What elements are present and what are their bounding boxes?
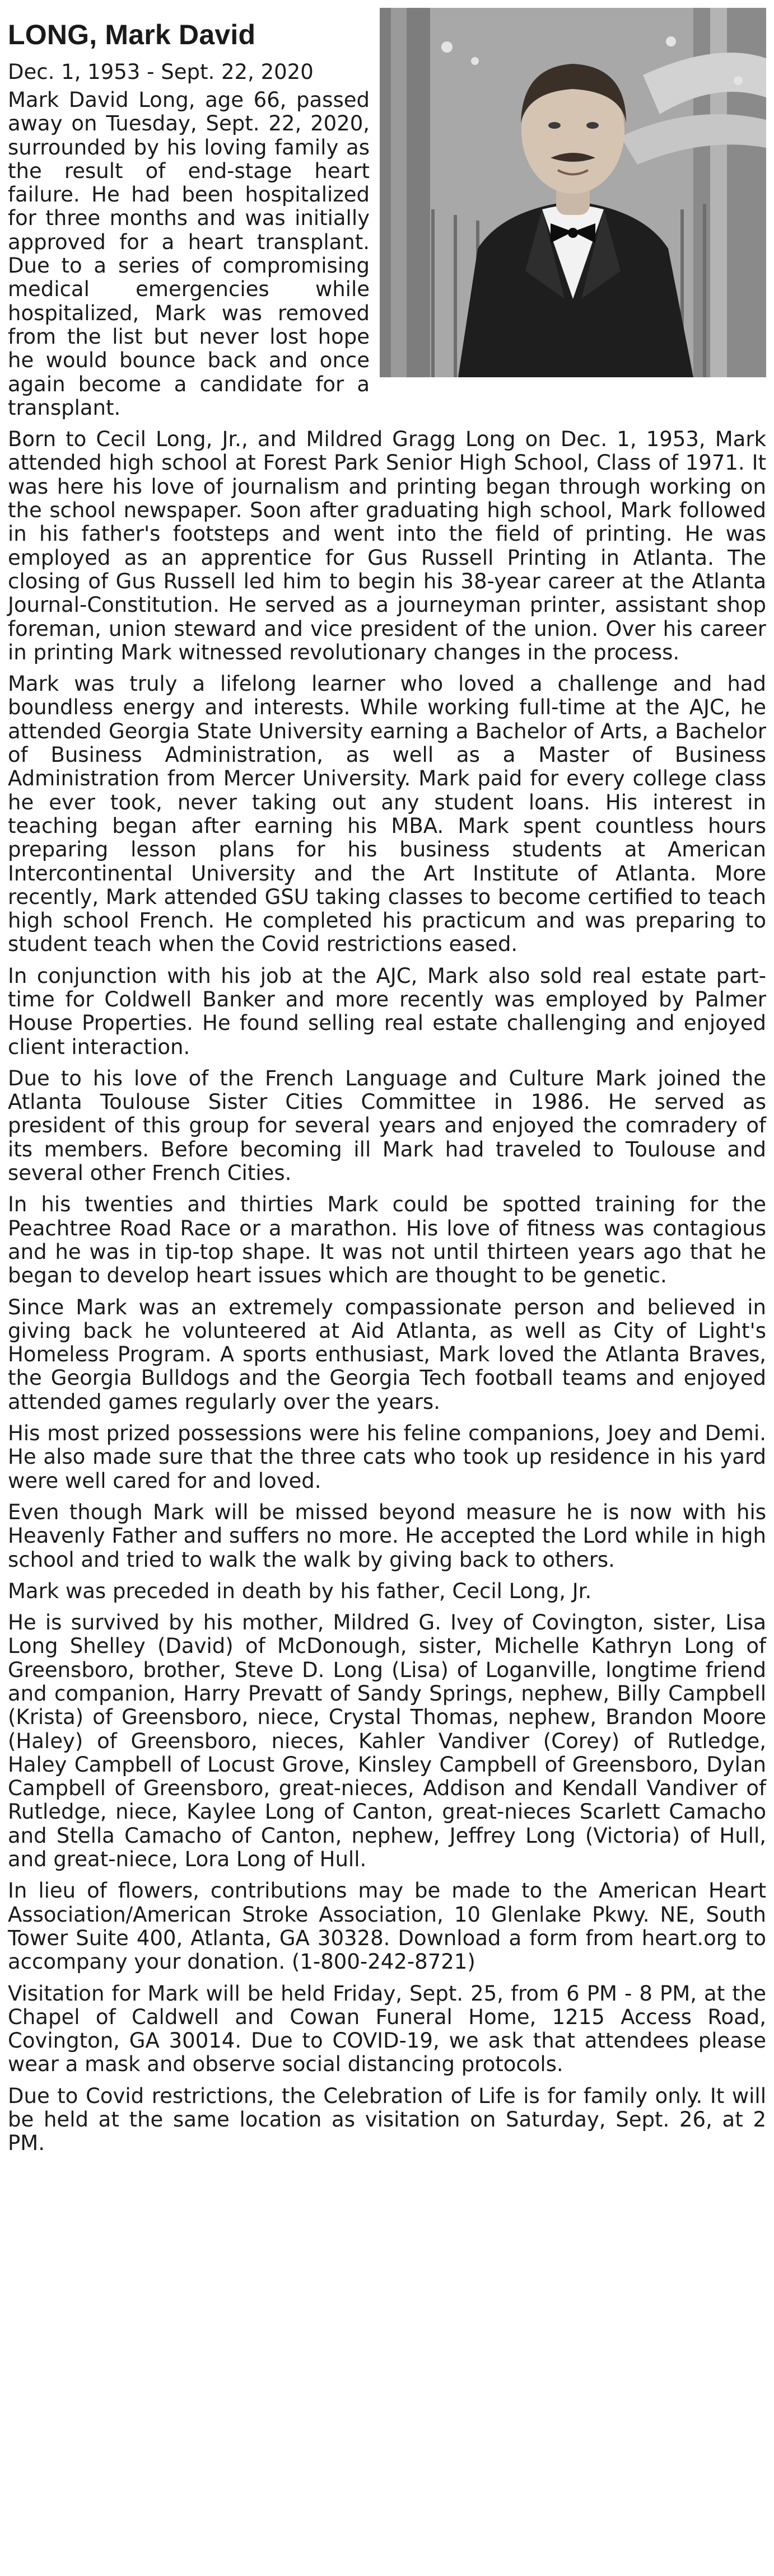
obituary-paragraph-celebration: Due to Covid restrictions, the Celebration of Life is for family only. It will be held at the same location as visitation on Saturday, Sept. 26, at 2 PM. xyxy=(8,2083,766,2156)
obituary-paragraph-volunteering: Since Mark was an extremely compassionate person and believed in giving back he volunteered at Aid Atlanta, as well as City of Light's Homeless Program. A sports enthusiast, Mark loved the Atlanta Braves, the Georgia Bulldogs and the Georgia Tech football teams and enjoyed attended games regularly over the years. xyxy=(8,1295,766,1414)
obituary-paragraph-pets: His most prized possessions were his feline companions, Joey and Demi. He also made sure that the three cats who took up residence in his yard were well cared for and loved. xyxy=(8,1421,766,1493)
obituary-name: LONG, Mark David xyxy=(8,19,256,50)
portrait-photo xyxy=(380,8,766,377)
portrait-illustration xyxy=(380,8,766,377)
obituary-paragraph-early-life: Born to Cecil Long, Jr., and Mildred Gragg Long on Dec. 1, 1953, Mark attended high school at Forest Park Senior High School, Class of 1971. It was here his love of journalism and printing began through working on the school newspaper. Soon after graduating high school, Mark followed in his father's footsteps and went into the field of printing. He was employed as an apprentice for Gus Russell Printing in Atlanta. The closing of Gus Russell led him to begin his 38-year career at the Atlanta Journal-Constitution. He served as a journeyman printer, assistant shop foreman, union steward and vice president of the union. Over his career in printing Mark witnessed revolutionary changes in the process. xyxy=(8,427,766,664)
obituary-paragraph-education: Mark was truly a lifelong learner who loved a challenge and had boundless energy and interests. While working full-time at the AJC, he attended Georgia State University earning a Bachelor of Arts, a Bachelor of Business Administration, as well as a Master of Business Administration from Mercer University. Mark paid for every college class he ever took, never taking out any student loans. His interest in teaching began after earning his MBA. Mark spent countless hours preparing lesson plans for his business students at American Intercontinental University and the Art Institute of Atlanta. More recently, Mark attended GSU taking classes to become certified to teach high school French. He completed his practicum and was preparing to student teach when the Covid restrictions eased. xyxy=(8,672,766,957)
obituary-paragraph-donations: In lieu of flowers, contributions may be made to the American Heart Association/American Stroke Association, 10 Glenlake Pkwy. NE, South Tower Suite 400, Atlanta, GA 30328. Download a form from heart.org to accompany your donation. (1-800-242-8721) xyxy=(8,1879,766,1974)
obituary-dates: Dec. 1, 1953 - Sept. 22, 2020 xyxy=(8,60,314,84)
obituary-paragraph-faith: Even though Mark will be missed beyond measure he is now with his Heavenly Father and suffers no more. He accepted the Lord while in high school and tried to walk the walk by giving back to others. xyxy=(8,1500,766,1572)
obituary-paragraph-real-estate: In conjunction with his job at the AJC, Mark also sold real estate part-time for Coldwell Banker and more recently was employed by Palmer House Properties. He found selling real estate challenging and enjoyed client interaction. xyxy=(8,963,766,1059)
obituary-paragraph-intro: Mark David Long, age 66, passed away on Tuesday, Sept. 22, 2020, surrounded by his loving family as the result of end-stage heart failure. He had been hospitalized for three months and was initially approved for a heart transplant. Due to a series of compromising medical emergencies while hospitalized, Mark was removed from the list but never lost hope he would bounce back and once again become a candidate for a transplant. xyxy=(8,88,370,420)
obituary-paragraph-visitation: Visitation for Mark will be held Friday, Sept. 25, from 6 PM - 8 PM, at the Chapel of Caldwell and Cowan Funeral Home, 1215 Access Road, Covington, GA 30014. Due to COVID-19, we ask that attendees please wear a mask and observe social distancing protocols. xyxy=(8,1981,766,2077)
obituary-paragraph-preceded: Mark was preceded in death by his father, Cecil Long, Jr. xyxy=(8,1579,592,1603)
obituary-paragraph-french-culture: Due to his love of the French Language and Culture Mark joined the Atlanta Toulouse Sister Cities Committee in 1986. He served as president of this group for several years and enjoyed the comradery of its members. Before becoming ill Mark had traveled to Toulouse and several other French Cities. xyxy=(8,1066,766,1186)
obituary-paragraph-fitness: In his twenties and thirties Mark could be spotted training for the Peachtree Road Race or a marathon. His love of fitness was contagious and he was in tip-top shape. It was not until thirteen years ago that he began to develop heart issues which are thought to be genetic. xyxy=(8,1192,766,1288)
obituary-paragraph-survivors: He is survived by his mother, Mildred G. Ivey of Covington, sister, Lisa Long Shelley (David) of McDonough, sister, Michelle Kathryn Long of Greensboro, brother, Steve D. Long (Lisa) of Loganville, longtime friend and companion, Harry Prevatt of Sandy Springs, nephew, Billy Campbell (Krista) of Greensboro, niece, Crystal Thomas, nephew, Brandon Moore (Haley) of Greensboro, nieces, Kahler Vandiver (Corey) of Rutledge, Haley Campbell of Locust Grove, Kinsley Campbell of Greensboro, Dylan Campbell of Greensboro, great-nieces, Addison and Kendall Vandiver of Rutledge, niece, Kaylee Long of Canton, great-nieces Scarlett Camacho and Stella Camacho of Canton, nephew, Jeffrey Long (Victoria) of Hull, and great-niece, Lora Long of Hull. xyxy=(8,1610,766,1872)
